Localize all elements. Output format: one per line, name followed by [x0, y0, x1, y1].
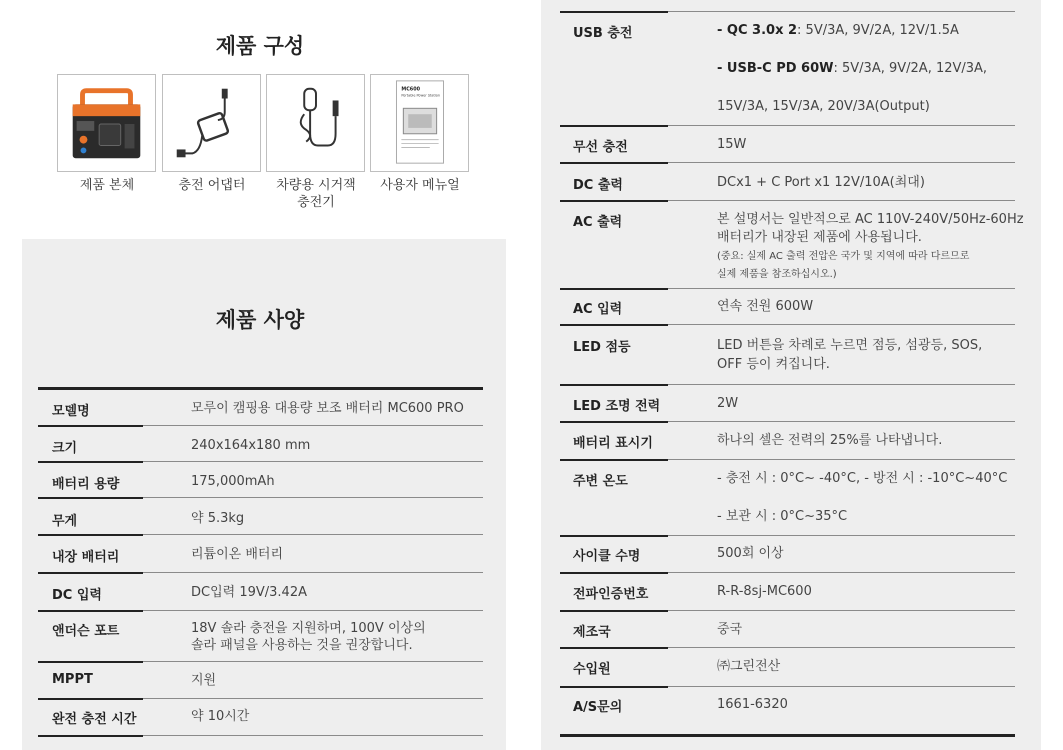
label-underline: [560, 11, 668, 13]
row-divider: [143, 735, 483, 736]
car-charger-label-line1: 차량용 시거잭: [276, 178, 356, 193]
row-divider: [668, 610, 1015, 611]
manual-sub-text: Portable Power Station: [401, 93, 441, 98]
row-divider: [143, 610, 483, 611]
left-table-top-rule: [38, 387, 483, 390]
spec-label: 주변 온도: [573, 474, 628, 489]
spec-label: A/S문의: [573, 700, 623, 715]
row-divider: [143, 461, 483, 462]
spec-value: 연속 전원 600W: [717, 299, 814, 314]
label-underline: [560, 647, 668, 649]
label-underline: [560, 421, 668, 423]
label-underline: [38, 461, 143, 463]
spec-label: 내장 배터리: [52, 550, 120, 565]
spec-value: DC입력 19V/3.42A: [191, 585, 307, 600]
row-divider: [668, 459, 1015, 460]
ac-out-line1: 본 설명서는 일반적으로 AC 110V-240V/50Hz-60Hz: [717, 212, 1024, 227]
row-divider: [668, 125, 1015, 126]
label-underline: [560, 162, 668, 164]
label-underline: [38, 497, 143, 499]
user-manual-icon: [371, 75, 468, 171]
led-line1: LED 버튼을 차례로 누르면 점등, 섬광등, SOS,: [717, 338, 983, 353]
ac-out-line2: 배터리가 내장된 제품에 사용됩니다.: [717, 230, 922, 245]
composition-title: 제품 구성: [215, 34, 305, 58]
spec-label: 배터리 용량: [52, 477, 120, 492]
row-divider: [668, 200, 1015, 201]
row-divider: [668, 572, 1015, 573]
label-underline: [560, 535, 668, 537]
spec-value-2: - 보관 시 : 0°C~35°C: [717, 509, 848, 524]
spec-value: 약 10시간: [191, 709, 250, 724]
label-underline: [560, 610, 668, 612]
spec-value: 1661-6320: [717, 697, 788, 712]
spec-value: ㈜그린전산: [717, 659, 781, 674]
label-underline: [38, 661, 143, 663]
label-underline: [560, 459, 668, 461]
row-divider: [668, 647, 1015, 648]
spec-value: - 충전 시 : 0°C~ -40°C, - 방전 시 : -10°C~40°C: [717, 471, 1008, 486]
spec-label: MPPT: [52, 672, 93, 687]
spec-label: 완전 충전 시간: [52, 712, 137, 727]
spec-value-line1: 18V 솔라 충전을 지원하며, 100V 이상의: [191, 621, 426, 636]
row-divider: [668, 324, 1015, 325]
spec-label: 수입원: [573, 662, 611, 677]
label-underline: [38, 534, 143, 536]
pd-value: : 5V/3A, 9V/2A, 12V/3A,: [833, 61, 988, 76]
spec-value: DCx1 + C Port x1 12V/10A(최대): [717, 175, 925, 190]
row-divider: [668, 288, 1015, 289]
manual-label: 사용자 메뉴얼: [380, 178, 460, 193]
spec-value: 240x164x180 mm: [191, 438, 311, 453]
spec-label: 모델명: [52, 404, 90, 419]
label-underline: [560, 125, 668, 127]
spec-value-pd: [717, 60, 987, 78]
spec-value: 약 5.3kg: [191, 511, 245, 526]
spec-label: 무선 충전: [573, 140, 628, 155]
power-station-icon: [58, 75, 155, 171]
car-charger-label-line2: 충전기: [297, 195, 335, 210]
label-underline: [38, 425, 143, 427]
qc-value: : 5V/3A, 9V/2A, 12V/1.5A: [797, 23, 959, 38]
adapter-label: 충전 어댑터: [178, 178, 246, 193]
row-divider: [668, 162, 1015, 163]
label-underline: [38, 572, 143, 574]
spec-value: 리튬이온 배터리: [191, 547, 284, 562]
row-divider: [668, 421, 1015, 422]
row-divider: [668, 11, 1015, 12]
spec-label: AC 입력: [573, 302, 623, 317]
spec-label: 무게: [52, 514, 78, 529]
charging-adapter-icon: [163, 75, 260, 171]
row-divider: [143, 425, 483, 426]
specs-title: 제품 사양: [215, 308, 305, 332]
spec-value: 중국: [717, 622, 743, 637]
spec-label: 전파인증번호: [573, 587, 649, 602]
spec-label: 앤더슨 포트: [52, 624, 120, 639]
row-divider: [668, 686, 1015, 687]
label-underline: [38, 698, 143, 700]
qc-label: - QC 3.0x 2: [717, 23, 798, 38]
row-divider: [668, 384, 1015, 385]
car-charger-icon: [267, 75, 364, 171]
spec-label: 사이클 수명: [573, 549, 641, 564]
row-divider: [143, 572, 483, 573]
ac-out-note1: (중요: 실제 AC 출력 전압은 국가 및 지역에 따라 다르므로: [717, 251, 970, 262]
spec-label: AC 출력: [573, 215, 623, 230]
label-underline: [38, 735, 143, 737]
row-divider: [143, 661, 483, 662]
row-divider: [143, 698, 483, 699]
spec-label: 배터리 표시기: [573, 436, 653, 451]
spec-value: 하나의 셀은 전력의 25%를 나타냅니다.: [717, 433, 943, 448]
product-body-image: [57, 74, 156, 172]
spec-label: 크기: [52, 441, 78, 456]
label-underline: [38, 610, 143, 612]
row-divider: [143, 534, 483, 535]
spec-value: R-R-8sj-MC600: [717, 584, 812, 599]
spec-value: 15W: [717, 137, 747, 152]
spec-value: [191, 620, 426, 654]
pd-label: - USB-C PD 60W: [717, 61, 834, 76]
spec-value-pd2: 15V/3A, 15V/3A, 20V/3A(Output): [717, 99, 930, 114]
label-underline: [560, 686, 668, 688]
right-table-bottom-rule: [560, 734, 1015, 737]
row-divider: [668, 535, 1015, 536]
label-underline: [560, 384, 668, 386]
label-underline: [560, 324, 668, 326]
label-underline: [560, 572, 668, 574]
spec-label: LED 점등: [573, 340, 631, 355]
spec-value-line2: 솔라 패널을 사용하는 것을 권장합니다.: [191, 638, 413, 653]
spec-value: 모루이 캠핑용 대용량 보조 배터리 MC600 PRO: [191, 401, 464, 416]
label-underline: [560, 200, 668, 202]
spec-value: [717, 336, 982, 374]
spec-label: DC 출력: [573, 178, 623, 193]
manual-model-text: MC600: [401, 86, 420, 93]
car-charger-label: [261, 177, 371, 211]
led-line2: OFF 등이 켜집니다.: [717, 357, 830, 372]
spec-value: 500회 이상: [717, 546, 784, 561]
spec-value: [717, 211, 1024, 283]
label-underline: [560, 288, 668, 290]
spec-label: LED 조명 전력: [573, 399, 661, 414]
spec-label: USB 충전: [573, 26, 633, 41]
spec-label: DC 입력: [52, 588, 102, 603]
spec-label: 제조국: [573, 625, 611, 640]
product-body-label: 제품 본체: [79, 178, 135, 193]
spec-value: 지원: [191, 673, 217, 688]
spec-value: 175,000mAh: [191, 474, 275, 489]
manual-image: [370, 74, 469, 172]
spec-value-qc: [717, 22, 959, 40]
row-divider: [143, 497, 483, 498]
spec-value: 2W: [717, 396, 739, 411]
car-charger-image: [266, 74, 365, 172]
adapter-image: [162, 74, 261, 172]
ac-out-note2: 실제 제품을 참조하십시오.): [717, 269, 837, 280]
